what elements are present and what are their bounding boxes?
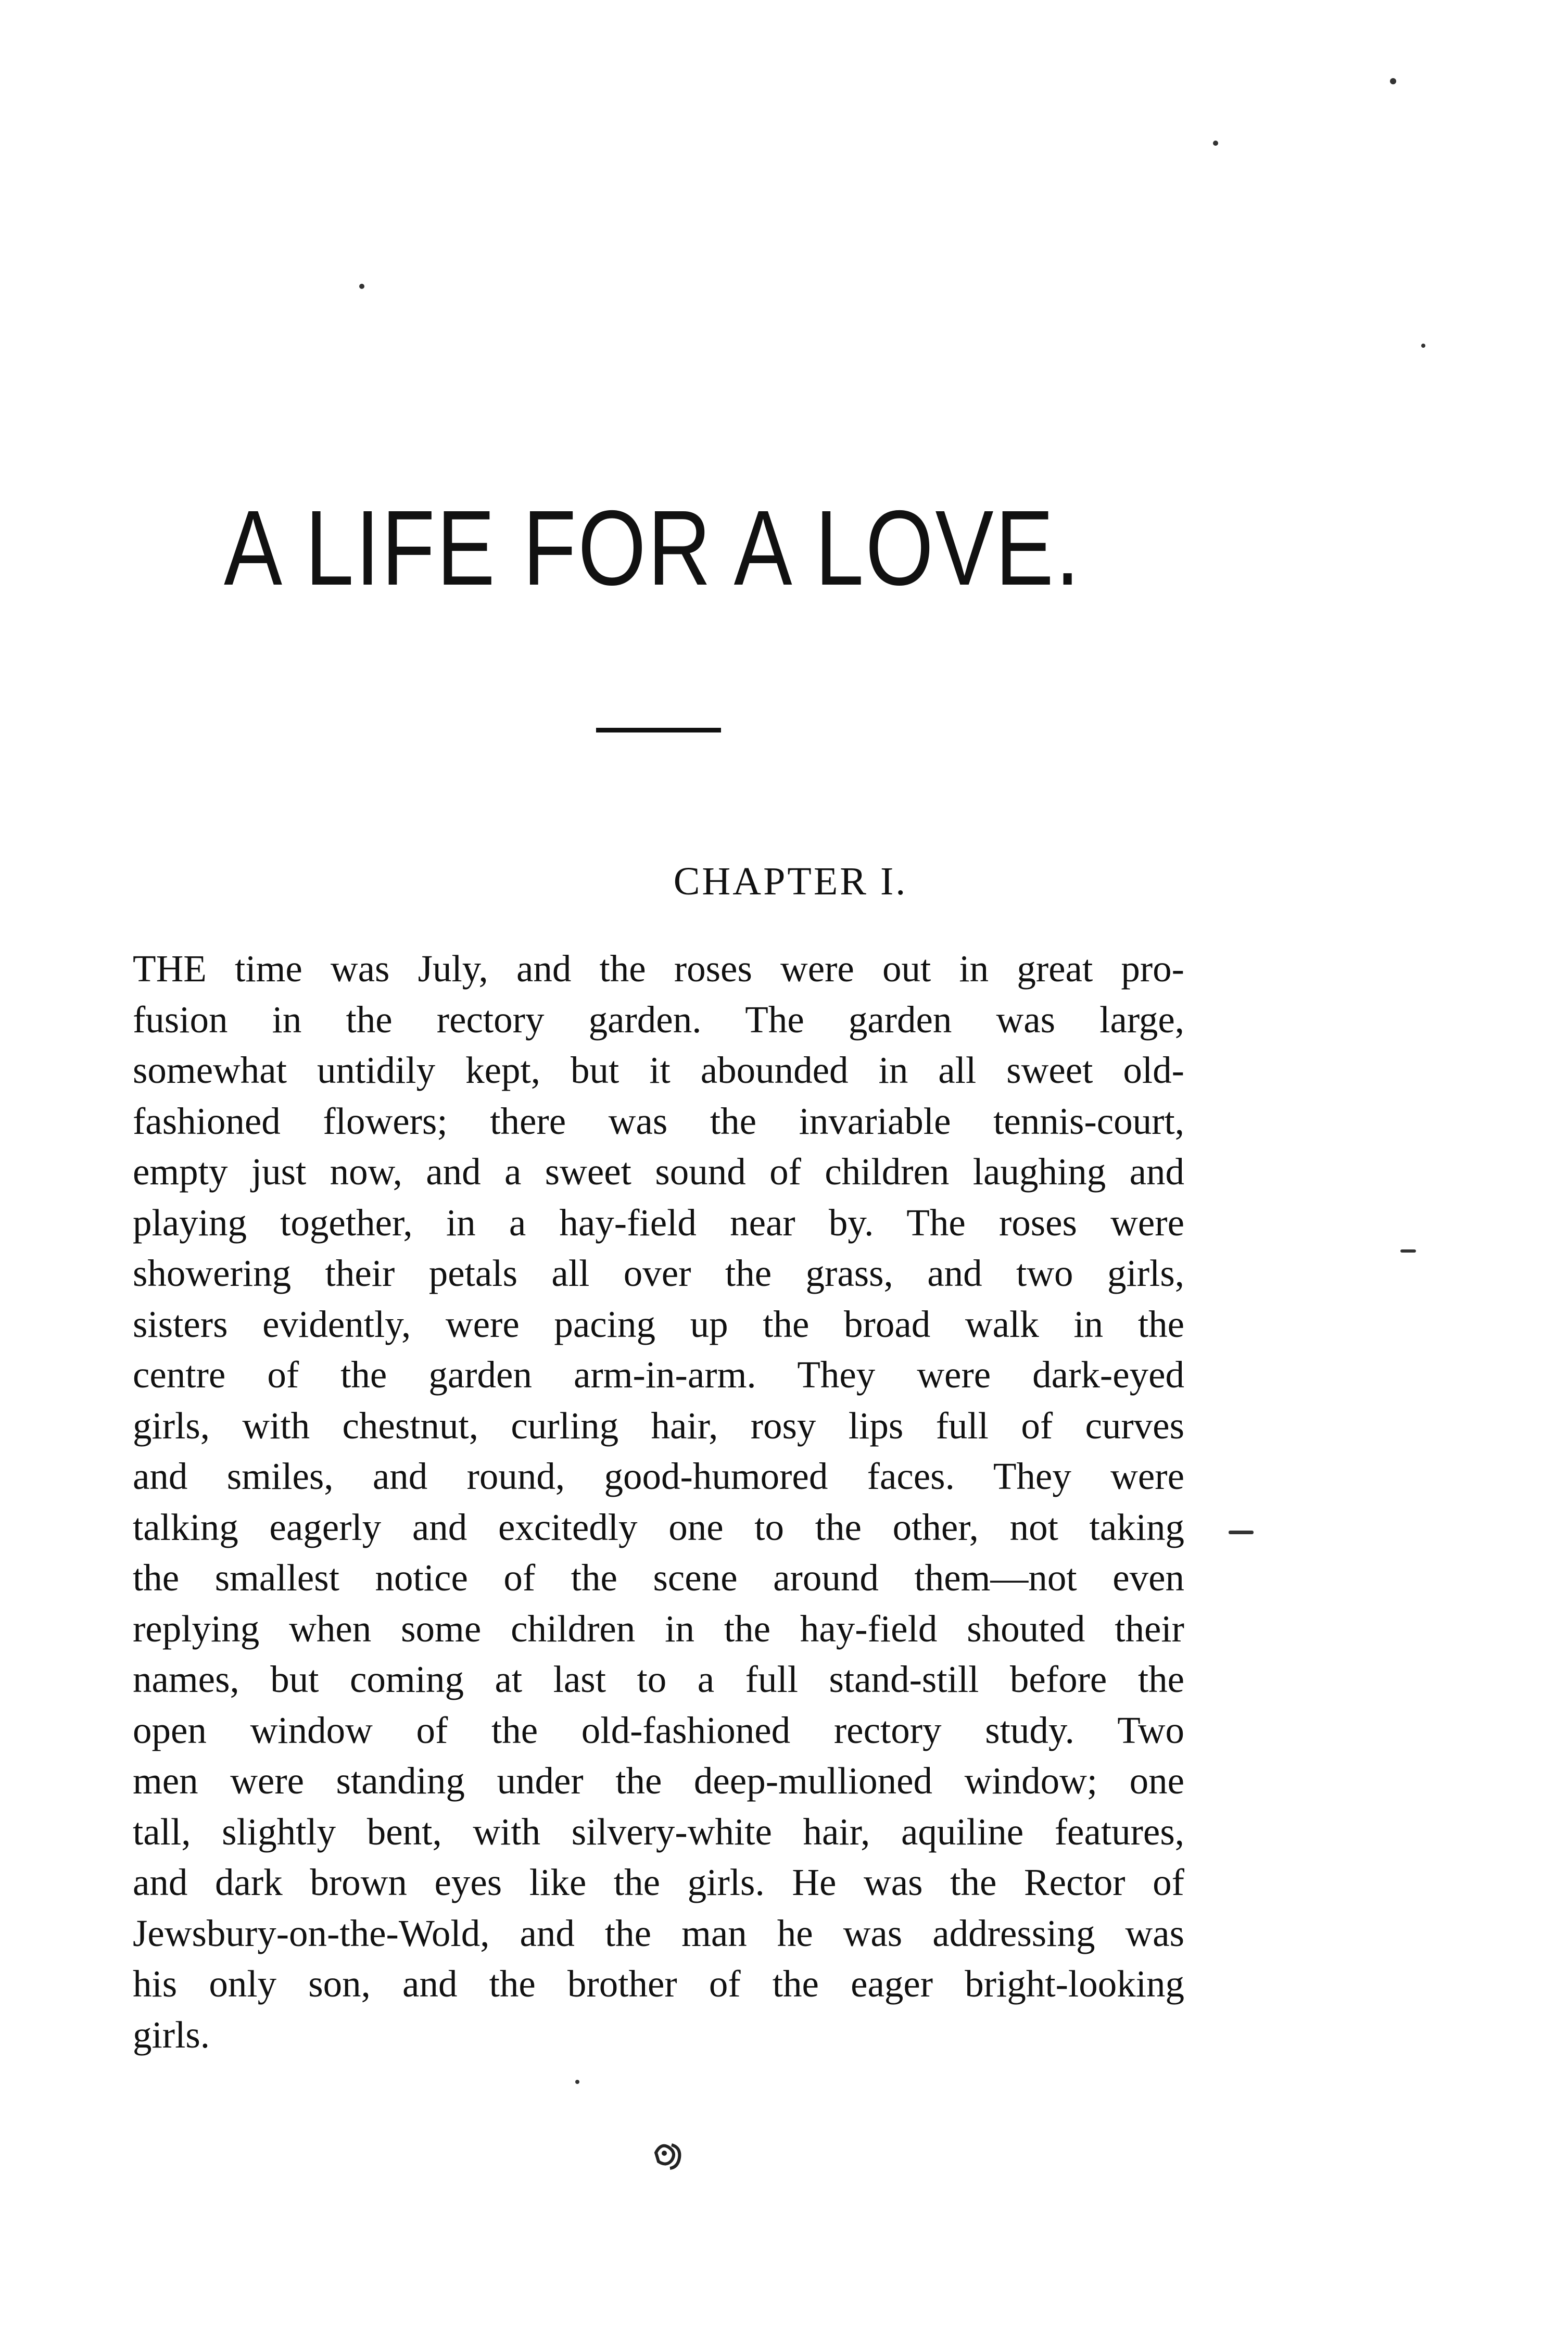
scan-speck: [1390, 78, 1396, 84]
text-line: tall, slightly bent, with silvery-white hair, aquiline features,: [133, 1810, 1184, 1853]
scan-speck: [1421, 344, 1425, 348]
book-title: A LIFE FOR A LOVE.: [224, 488, 1082, 608]
text-line: sisters evidently, were pacing up the broad walk in the: [133, 1303, 1184, 1345]
text-line: talking eagerly and excitedly one to the other, not taking: [133, 1506, 1184, 1548]
text-line: open window of the old-fashioned rectory study. Two: [133, 1709, 1184, 1751]
title-divider-rule: [596, 728, 721, 732]
scan-speck: [1213, 141, 1218, 146]
text-line: Jewsbury-on-the-Wold, and the man he was addressing was: [133, 1912, 1184, 1954]
text-line: and dark brown eyes like the girls. He was the Rector of: [133, 1861, 1184, 1903]
text-line: fusion in the rectory garden. The garden was large,: [133, 998, 1184, 1041]
text-line: empty just now, and a sweet sound of children laughing and: [133, 1151, 1184, 1193]
chapter-body-text: [133, 943, 1184, 2060]
text-line: THE time was July, and the roses were out in great pro-: [133, 947, 1184, 990]
text-line: men were standing under the deep-mullioned window; one: [133, 1760, 1184, 1802]
text-line: playing together, in a hay-field near by. The roses were: [133, 1201, 1184, 1244]
text-line: girls, with chestnut, curling hair, rosy lips full of curves: [133, 1404, 1184, 1447]
library-stamp-icon: [646, 2129, 692, 2176]
scan-speck: [1229, 1531, 1254, 1534]
text-line: his only son, and the brother of the eager bright-looking: [133, 1963, 1184, 2005]
text-line: centre of the garden arm-in-arm. They were dark-eyed: [133, 1354, 1184, 1396]
text-line: the smallest notice of the scene around them—not even: [133, 1557, 1184, 1599]
scan-speck: [1400, 1249, 1416, 1253]
text-line: fashioned flowers; there was the invariable tennis-court,: [133, 1100, 1184, 1142]
text-line: names, but coming at last to a full stand-still before the: [133, 1658, 1184, 1700]
text-line: and smiles, and round, good-humored faces. They were: [133, 1455, 1184, 1497]
scan-speck: [575, 2080, 579, 2084]
chapter-heading: CHAPTER I.: [673, 860, 908, 903]
text-line: replying when some children in the hay-field shouted their: [133, 1607, 1184, 1650]
text-line: showering their petals all over the grass, and two girls,: [133, 1252, 1184, 1294]
text-line: somewhat untidily kept, but it abounded in all sweet old-: [133, 1049, 1184, 1091]
text-line: girls.: [133, 2013, 210, 2056]
scan-speck: [359, 284, 364, 289]
